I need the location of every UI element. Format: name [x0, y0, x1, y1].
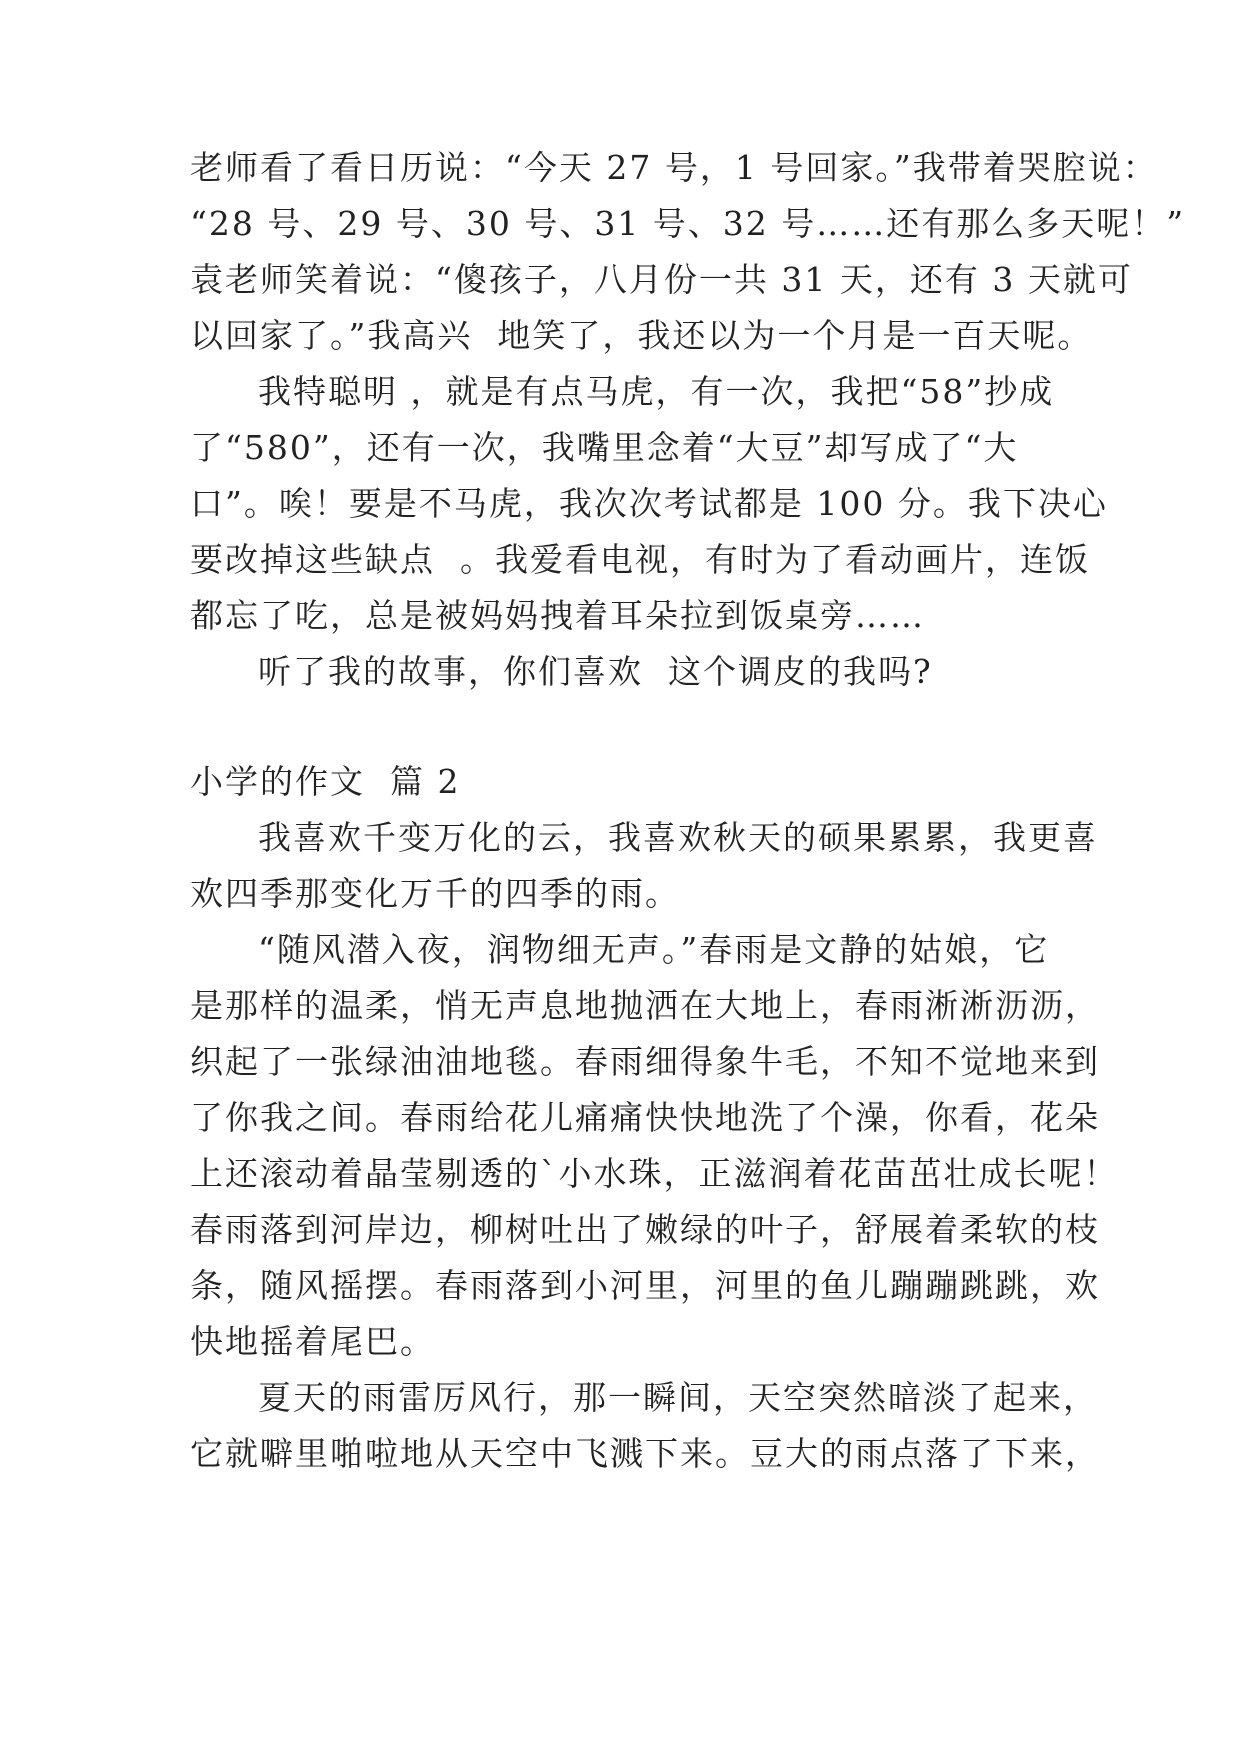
text-line: 要改掉这些缺点 。我爱看电视，有时为了看动画片，连饭: [190, 540, 1090, 579]
text-line: 欢四季那变化万千的四季的雨。: [190, 874, 680, 913]
text-line: 以回家了。”我高兴 地笑了，我还以为一个月是一百天呢。: [190, 316, 1093, 355]
text-line: 了你我之间。春雨给花儿痛痛快快地洗了个澡，你看，花朵: [190, 1098, 1100, 1137]
text-line: 条，随风摇摆。春雨落到小河里，河里的鱼儿蹦蹦跳跳，欢: [190, 1266, 1100, 1305]
text-line: 口”。唉！要是不马虎，我次次考试都是 100 分。我下决心: [190, 484, 1108, 523]
text-line: 它就噼里啪啦地从天空中飞溅下来。豆大的雨点落了下来，: [190, 1434, 1100, 1473]
text-line: 我特聪明 ，就是有点马虎，有一次，我把“58”抄成: [258, 372, 1055, 411]
text-line: 夏天的雨雷厉风行，那一瞬间，天空突然暗淡了起来，: [258, 1378, 1098, 1417]
section-heading: 小学的作文 篇 2: [190, 762, 461, 801]
text-line: 上还滚动着晶莹剔透的`小水珠，正滋润着花苗茁壮成长呢！: [190, 1154, 1119, 1193]
text-line: 是那样的温柔，悄无声息地抛洒在大地上，春雨淅淅沥沥，: [190, 986, 1100, 1025]
text-line: 听了我的故事，你们喜欢 这个调皮的我吗?: [258, 652, 933, 691]
text-line: 春雨落到河岸边，柳树吐出了嫩绿的叶子，舒展着柔软的枝: [190, 1210, 1100, 1249]
text-line: 了“580”，还有一次，我嘴里念着“大豆”却写成了“大: [190, 428, 1019, 467]
text-line: 我喜欢千变万化的云，我喜欢秋天的硕果累累，我更喜: [258, 818, 1098, 857]
text-line: 快地摇着尾巴。: [190, 1322, 435, 1361]
text-line: 老师看了看日历说：“今天 27 号，1 号回家。”我带着哭腔说：: [190, 148, 1158, 187]
text-line: 袁老师笑着说：“傻孩子，八月份一共 31 天，还有 3 天就可: [190, 260, 1133, 299]
text-line: 都忘了吃，总是被妈妈拽着耳朵拉到饭桌旁……: [190, 596, 925, 635]
text-line: “随风潜入夜，润物细无声。”春雨是文静的姑娘，它: [258, 930, 1050, 969]
text-line: 织起了一张绿油油地毯。春雨细得象牛毛，不知不觉地来到: [190, 1042, 1100, 1081]
text-line: “28 号、29 号、30 号、31 号、32 号……还有那么多天呢！”: [190, 204, 1186, 243]
